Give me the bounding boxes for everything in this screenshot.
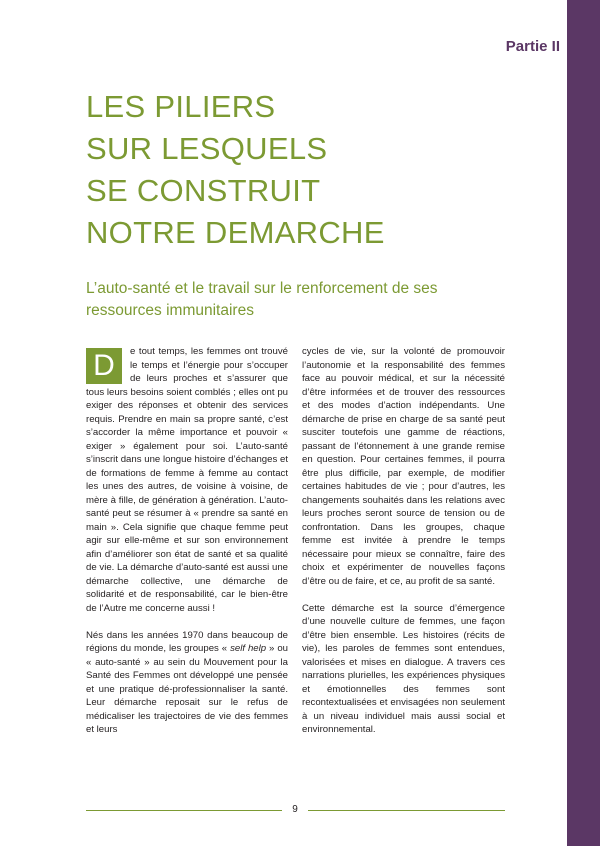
page-number: 9 [292,804,298,815]
title-line: LES PILIERS [86,89,276,124]
subtitle: L’auto-santé et le travail sur le renforcement de ses ressources immunitaires [86,280,438,319]
text-column-right [302,345,505,750]
paragraph-text: » ou « auto-santé » au sein du Mouvement pour la Santé des Femmes ont développé une pensée et une pratique dé-professionnaliser la santé. Leur démarche reposait sur le refus de médicaliser les trajectoires de vie des femmes et leurs [86,643,288,735]
drop-cap: D [86,348,122,384]
title-line: NOTRE DEMARCHE [86,215,385,250]
footer-rule-left [86,810,282,811]
emphasis-text: self help [230,643,267,654]
paragraph-text: e tout temps, les femmes ont trouvé le temps et l’énergie pour s’occuper de leurs proches et s’assurer que tous leurs besoins soient comblés ; elles ont pu exiger des réponses et obtenir des services requis. Prendre en main sa propre santé, c’est s’accorder la même importance et pouvoir « exiger » également pour soi. L’auto-santé s’inscrit dans une longue histoire d’échanges et de formations de femme à femme au contact les unes des autres, de voisine à voisine, de mère à fille, de génération à génération. L’auto-santé peut se résumer à « prendre sa santé en main ». Cela signifie que chaque femme peut agir sur elle-même et sur son environnement afin d’améliorer son état de santé et sa qualité de vie. La démarche d’auto-santé est aussi une démarche collective, une démarche de solidarité et de responsabilité, car le bien-être de l’Autre me concerne aussi ! [86,346,288,614]
paragraph: cycles de vie, sur la volonté de promouvoir l’autonomie et la responsabilité des femmes face au pouvoir médical, et sur la nécessité d’être informées et de trouver des ressources et des modes d’action indépendants. Une démarche de prise en charge de sa santé peut susciter toutefois une gamme de réactions, passant de l’étonnement à une grande remise en question. Pour certaines femmes, il pourra être plus difficile, par exemple, de modifier certaines habitudes de vie ; pour d’autres, les changements souhaités dans les relations avec leurs proches seront source de tension ou de confrontation. Dans les groupes, chaque femme est invitée à prendre le temps nécessaire pour mieux se connaître, faire des choix et expérimenter de nouvelles façons d’être ou de faire, et ce, au profit de sa santé. [302,346,505,587]
side-color-bar [567,0,600,846]
text-column-left [86,345,288,750]
title-line: SUR LESQUELS [86,131,328,166]
paragraph [86,629,288,737]
footer-rule-right [308,810,505,811]
paragraph: Cette démarche est la source d’émergence d’une nouvelle culture de femmes, une façon d’être bien ensemble. Les histoires (récits de vie), les paroles de femmes sont entendues, valorisées et mises en dialogue. A travers ces narrations plurielles, les expériences physiques et émotionnelles des femmes sont recontextualisées et envisagées non seulement à un niveau individuel mais aussi social et environnemental. [302,602,505,735]
title-line: SE CONSTRUIT [86,173,321,208]
page-title [86,86,526,254]
section-label: Partie II [505,38,560,55]
paragraph-text: Nés dans les années 1970 dans beaucoup de régions du monde, les groupes « [86,629,288,654]
paragraph [86,345,288,615]
